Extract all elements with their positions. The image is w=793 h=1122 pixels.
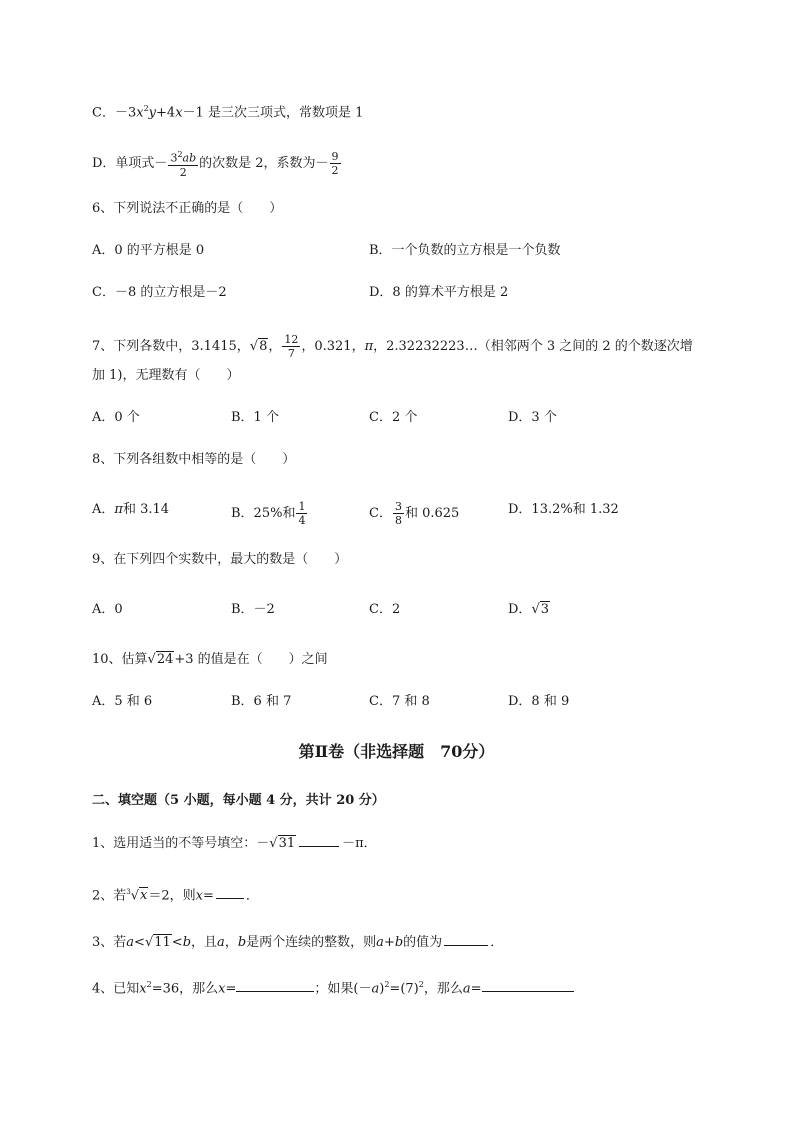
q10-option-a: A．5 和 6 — [92, 694, 153, 709]
q6-option-d: D．8 的算术平方根是 2 — [369, 285, 509, 300]
q7-option-a: A．0 个 — [92, 410, 140, 425]
q9-option-d: D．√3 — [508, 600, 550, 620]
q10-stem: 10、估算√24+3 的值是在（ ）之间 — [92, 650, 328, 670]
q7-option-c: C．2 个 — [369, 410, 418, 425]
sqrt: √8 — [249, 339, 268, 354]
sqrt: √31 — [269, 836, 296, 851]
fill-q1: 1、选用适当的不等号填空：－√31 －π． — [92, 833, 377, 854]
q9-option-c: C．2 — [369, 602, 401, 617]
q9-stem: 9、在下列四个实数中，最大的数是（ ） — [92, 552, 348, 567]
cube-root: $^3$√x — [126, 888, 148, 904]
q10-option-c: C．7 和 8 — [369, 694, 430, 709]
section-heading: 二、填空题（5 小题，每小题 4 分，共计 20 分） — [92, 793, 385, 808]
fill-q2: 2、若$^3$√x＝2，则x= ． — [92, 882, 259, 906]
answer-blank[interactable] — [299, 833, 339, 847]
q6-stem: 6、下列说法不正确的是（ ） — [92, 201, 283, 216]
answer-blank[interactable] — [444, 932, 488, 946]
q6-option-b: B．一个负数的立方根是一个负数 — [369, 243, 561, 258]
q7-option-b: B．1 个 — [231, 410, 279, 425]
q7-option-d: D．3 个 — [508, 410, 557, 425]
fraction: $\frac{12}{7}$ — [284, 333, 299, 360]
fill-q4: 4、已知$x^2=36$，那么x= ；如果$(-a)^2=(7)^2$，那么a= — [92, 975, 574, 999]
q8-option-d: D．13.2%和 1.32 — [508, 502, 619, 517]
q8-stem: 8、下列各组数中相等的是（ ） — [92, 452, 296, 467]
q8-option-a: A．π和 3.14 — [92, 502, 170, 517]
q10-option-b: B．6 和 7 — [231, 694, 292, 709]
q5-option-d: D．单项式－ $\frac{3^2ab}{2}$ 的次数是 2，系数为－ $\frac{9}{2}$ — [92, 149, 339, 179]
answer-blank[interactable] — [236, 978, 314, 992]
q9-option-a: A．0 — [92, 602, 123, 617]
fraction: $\frac{3^2ab}{2}$ — [170, 150, 197, 179]
q6-option-a: A．0 的平方根是 0 — [92, 243, 205, 258]
q7-stem: 7、下列各数中，3.1415，√8， $\frac{12}{7}$ ，0.321，π，2.32232223…（相邻两个 3 之间的 2 的个数逐次增 — [92, 333, 693, 360]
q6-option-c: C．－8 的立方根是－2 — [92, 285, 227, 300]
answer-blank[interactable] — [216, 885, 244, 899]
fraction: $\frac{9}{2}$ — [331, 149, 339, 177]
answer-blank[interactable] — [482, 978, 574, 992]
fill-q3: 3、若a<√11<b，且a，b是两个连续的整数，则a+b的值为 ． — [92, 932, 503, 953]
q7-stem-line2: 加 1)，无理数有（ ） — [92, 368, 240, 383]
fraction: $\frac{1}{4}$ — [298, 500, 306, 527]
q8-option-b: B．25%和 $\frac{1}{4}$ — [231, 500, 306, 527]
sqrt: √24 — [147, 652, 174, 667]
fraction: $\frac{3}{8}$ — [394, 500, 402, 527]
part-title: 第Ⅱ卷（非选择题 70分） — [298, 742, 495, 761]
q9-option-b: B．－2 — [231, 602, 275, 617]
q10-option-d: D．8 和 9 — [508, 694, 570, 709]
q8-option-c: C． $\frac{3}{8}$ 和 0.625 — [369, 500, 460, 527]
sqrt: √11 — [144, 935, 171, 950]
q5-option-c: C．$-3x^2y+4x-1$ 是三次三项式，常数项是 1 — [92, 104, 364, 121]
sqrt: √3 — [531, 602, 550, 617]
